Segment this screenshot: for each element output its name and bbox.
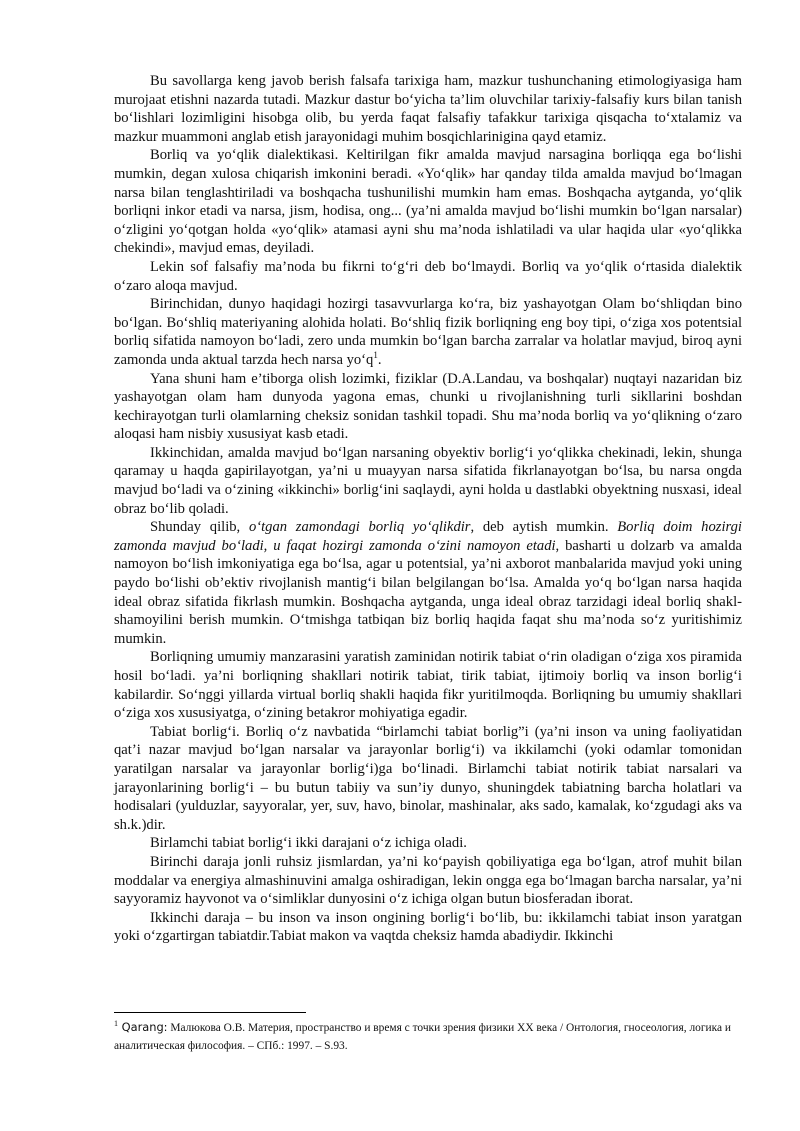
paragraph-1: Bu savollarga keng javob berish falsafa tarixiga ham, mazkur tushunchaning etimologiyasiga ham murojaat etishni nazarda tutadi. Mazkur dastur bo‘yicha ta’lim oluvchilar tarixiy-falsafiy kurs bilan tanish bo‘lishlari lozimligini hisobga olib, bu yerda faqat falsafiy tafakkur tarixiga qisqacha to‘xtalamiz va mazkur muammoni anglab etish jarayonidagi muhim bosqichlarinigina qayd etamiz. — [114, 73, 742, 145]
footnote-mark: 1 — [114, 1019, 118, 1029]
paragraph-7-part-c: , basharti u dolzarb va amalda namoyon bo‘lish imkoniyatiga ega bo‘lsa, agar u potentsial, ya’ni axborot manbalarida mavjud yoki uning paydo bo‘lishi ob’ektiv rivojlanish mantig‘i bilan belgilangan bo‘lsa. Amalda yo‘q bo‘lgan narsa haqida ideal obraz sifatida fikrlash mumkin. Boshqacha aytganda, unga ideal obraz tarzidagi ideal borliq shakl-shamoyilini berish mumkin. O‘tmishga tatbiqan biz borliq haqida faqat shu ma’noda so‘z yuritishimiz mumkin. — [114, 537, 742, 647]
paragraph-11: Birinchi daraja jonli ruhsiz jismlardan, ya’ni ko‘payish qobiliyatiga ega bo‘lgan, atrof muhit bilan moddalar va energiya almashinuvini amalga oshiradigan, lekin ongga ega bo‘lmagan barcha narsalar, ya’ni sayyoramiz hayvonot va o‘simliklar dunyosini o‘z ichiga olgan butun biosferadan iborat. — [114, 853, 742, 908]
footnote-text: Малюкова О.В. Материя, пространство и время с точки зрения физики XX века / Онтология, гносеология, логика и аналитическая философия. – СПб.: 1997. – S.93. — [114, 1022, 731, 1052]
footnote — [114, 1018, 742, 1055]
footnote-reference[interactable]: 1 — [373, 350, 378, 361]
document-body — [114, 72, 742, 946]
paragraph-3: Lekin sof falsafiy ma’noda bu fikrni to‘g‘ri deb bo‘lmaydi. Borliq va yo‘qlik o‘rtasida dialektik o‘zaro aloqa mavjud. — [114, 258, 742, 294]
paragraph-7 — [114, 518, 742, 648]
paragraph-4 — [114, 295, 742, 369]
paragraph-7-part-a: Shunday qilib, — [150, 519, 249, 536]
paragraph-5: Yana shuni ham e’tiborga olish lozimki, fiziklar (D.A.Landau, va boshqalar) nuqtayi nazaridan biz yashayotgan olam ham dunyoda yagona emas, chunki u rivojlanishning turli sikllarini boshdan kechirayotgan turli olamlarning cheksiz sonidan tashkil topadi. Shu ma’noda borliq va yo‘qlikning o‘zaro aloqasi ham nisbiy xususiyat kasb etadi. — [114, 370, 742, 443]
paragraph-9: Tabiat borlig‘i. Borliq o‘z navbatida “birlamchi tabiat borlig”i (ya’ni inson va uning faoliyatidan qat’i nazar mavjud bo‘lgan narsalar va jarayonlar borlig‘i) va ikkilamchi (yoki odamlar tomonidan yaratilgan narsalar va jarayonlar borlig‘i)ga bo‘linadi. Birlamchi tabiat notirik tabiat narsalari va jarayonlarining borlig‘i – bu butun tabiiy va sun’iy dunyo, shuningdek tabiatning barcha holatlari va hodisalari (yulduzlar, sayyoralar, yer, suv, havo, binolar, mashinalar, aks sado, kamalak, ko‘zgudagi aks va sh.k.)dir. — [114, 723, 742, 833]
paragraph-7-italic-2: Borliq doim hozirgi zamonda mavjud bo‘ladi, u faqat hozirgi zamonda o‘zini namoyon etadi — [114, 519, 742, 554]
paragraph-12: Ikkinchi daraja – bu inson va inson ongining borlig‘i bo‘lib, bu: ikkilamchi tabiat inson yaratgan yoki o‘zgartirgan tabiatdir.Tabiat makon va vaqtda cheksiz hamda abadiydir. Ikkinchi — [114, 909, 742, 945]
footnote-lead: Qarang: — [118, 1020, 168, 1034]
paragraph-7-part-b: , deb aytish mumkin. — [470, 519, 618, 536]
footnote-separator — [114, 1012, 306, 1013]
paragraph-8: Borliqning umumiy manzarasini yaratish zaminidan notirik tabiat o‘rin oladigan o‘ziga xos piramida hosil bo‘ladi. ya’ni borliqning shakllari notirik tabiat, tirik tabiat, ijtimoiy borliq va inson borlig‘i kabilardir. So‘nggi yillarda virtual borliq shakli haqida fikr yuritilmoqda. Borliqning bu umumiy shakllari o‘ziga xos xususiyatga, o‘zining betakror mohiyatiga egadir. — [114, 649, 742, 722]
paragraph-2: Borliq va yo‘qlik dialektikasi. Keltirilgan fikr amalda mavjud narsagina borliqqa ega bo‘lishi mumkin, degan xulosa chiqarish imkonini beradi. «Yo‘qlik» har qanday tilda amalda mavjud bo‘lmagan narsa bilan tenglashtiriladi va boshqacha tushunilishi mumkin ham emas. Boshqacha aytganda, yo‘qlik borliqni inkor etadi va narsa, jism, hodisa, ong... (ya’ni amalda mavjud bo‘lishi mumkin bo‘lgan narsalar) o‘zligini yo‘qotgan holda «yo‘qlik» atamasi ayni shu ma’noda ishlatiladi va ular haqida ular «yo‘qlikka chekindi», mavjud emas, deyiladi. — [114, 147, 742, 257]
paragraph-10: Birlamchi tabiat borlig‘i ikki darajani o‘z ichiga oladi. — [150, 835, 467, 852]
paragraph-6: Ikkinchidan, amalda mavjud bo‘lgan narsaning obyektiv borlig‘i yo‘qlikka chekinadi, lekin, shunga qaramay u haqda gapirilayotgan, ya’ni u muayyan narsa sifatida fikrlanayotgan bo‘lsa, bu narsa ongda mavjud bo‘ladi va o‘zining «ikkinchi» borlig‘ini saqlaydi, ayni holda u dastlabki obyektning nusxasi, ideal obraz bo‘lib qoladi. — [114, 444, 742, 517]
paragraph-4-end: . — [377, 351, 382, 368]
paragraph-4-text: Birinchidan, dunyo haqidagi hozirgi tasavvurlarga ko‘ra, biz yashayotgan Olam bo‘shliqdan bino bo‘lgan. Bo‘shliq materiyaning alohida holati. Bo‘shliq fizik borliqning eng boy tipi, o‘ziga xos potentsial borliq sifatida namoyon bo‘ladi, zero unda mumkin bo‘lgan barcha zarralar va holatlar mavjud, biroq ayni zamonda unda aktual tarzda hech narsa yo‘q — [114, 296, 742, 368]
paragraph-7-italic-1: o‘tgan zamondagi borliq yo‘qlikdir — [248, 519, 471, 536]
